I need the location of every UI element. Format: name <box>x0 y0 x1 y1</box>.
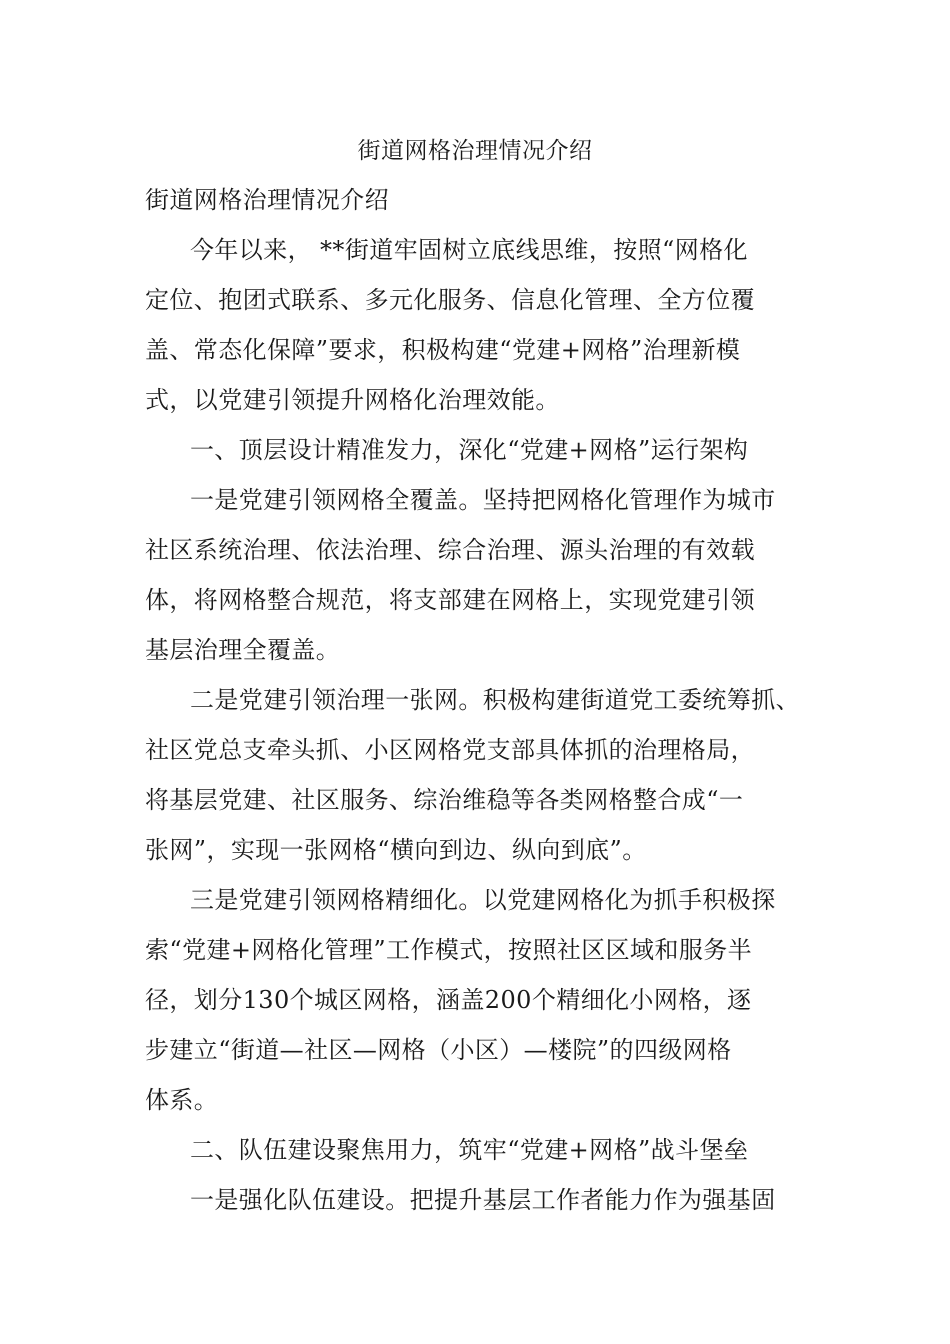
paragraph-line: 步建立“街道—社区—网格（小区）—楼院”的四级网格 <box>145 1036 732 1064</box>
paragraph-line: 今年以来， **街道牢固树立底线思维，按照“网格化 <box>190 236 748 264</box>
document-title: 街道网格治理情况介绍 <box>357 138 593 164</box>
subtitle-line: 街道网格治理情况介绍 <box>145 186 389 214</box>
paragraph-line: 定位、抱团式联系、多元化服务、信息化管理、全方位覆 <box>145 286 755 314</box>
paragraph-line: 体，将网格整合规范，将支部建在网格上，实现党建引领 <box>145 586 755 614</box>
paragraph-line: 基层治理全覆盖。 <box>145 636 341 664</box>
section-heading: 一、顶层设计精准发力，深化“党建+网格”运行架构 <box>190 436 749 464</box>
paragraph-line: 索“党建+网格化管理”工作模式，按照社区区域和服务半 <box>145 936 753 964</box>
section-heading: 二、队伍建设聚焦用力，筑牢“党建+网格”战斗堡垒 <box>190 1136 749 1164</box>
paragraph-line: 盖、常态化保障”要求，积极构建“党建+网格”治理新模 <box>145 336 741 364</box>
paragraph-line: 将基层党建、社区服务、综治维稳等各类网格整合成“一 <box>145 786 744 814</box>
paragraph-line: 一是党建引领网格全覆盖。坚持把网格化管理作为城市 <box>190 486 776 514</box>
paragraph-line: 体系。 <box>145 1086 219 1114</box>
paragraph-line: 一是强化队伍建设。把提升基层工作者能力作为强基固 <box>190 1186 776 1214</box>
paragraph-line: 张网”，实现一张网格“横向到边、纵向到底”。 <box>145 836 647 864</box>
paragraph-line: 三是党建引领网格精细化。以党建网格化为抓手积极探 <box>190 886 776 914</box>
paragraph-line: 社区党总支牵头抓、小区网格党支部具体抓的治理格局， <box>145 736 755 764</box>
paragraph-line: 式，以党建引领提升网格化治理效能。 <box>145 386 560 414</box>
paragraph-line: 径，划分130个城区网格，涵盖200个精细化小网格，逐 <box>145 986 752 1014</box>
paragraph-line: 社区系统治理、依法治理、综合治理、源头治理的有效载 <box>145 536 755 564</box>
paragraph-line: 二是党建引领治理一张网。积极构建街道党工委统筹抓、 <box>190 686 800 714</box>
